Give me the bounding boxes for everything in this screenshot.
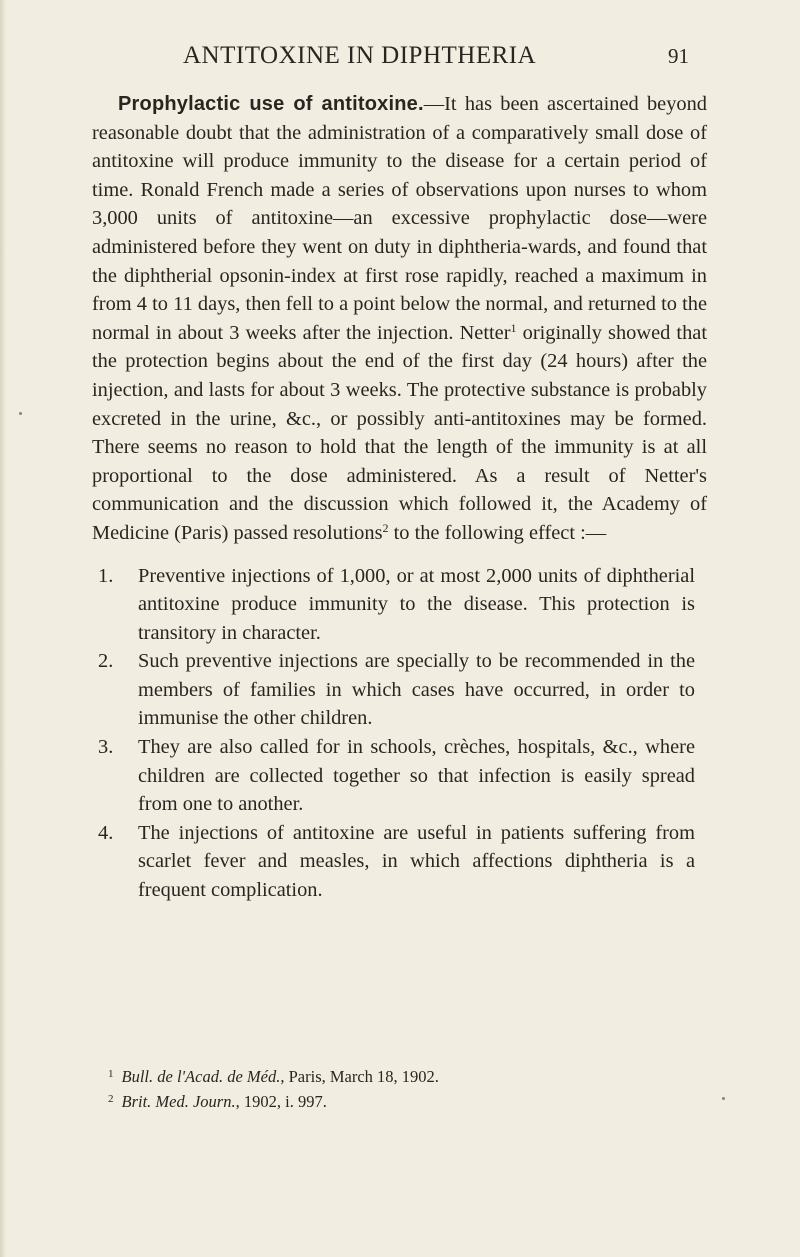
footnote-detail: , Paris, March 18, 1902. [280, 1067, 439, 1086]
footnotes [108, 1063, 668, 1113]
footnote-1 [108, 1063, 668, 1088]
footnote-ref-1: 1 [510, 320, 517, 335]
section-heading: Prophylactic use of antitoxine. [118, 93, 424, 115]
page-number: 91 [668, 44, 689, 68]
list-item-text: They are also called for in schools, crèches, hospitals, &c., where children are collected together so that infection is easily spread from one to another. [138, 736, 695, 816]
body-text [92, 90, 707, 905]
footnote-source: Brit. Med. Journ. [121, 1092, 236, 1111]
paragraph-text-part-1: —It has been ascertained beyond reasonable doubt that the administration of a comparatively small dose of antitoxine will produce immunity to the disease for a certain period of time. Ronald French made a series of observations upon nurses to whom 3,000 units of antitoxine—an excessive prophylactic dose—were administered before they went on duty in diphtheria-wards, and found that the diphtherial opsonin-index at first rose rapidly, reached a maximum in from 4 to 11 days, then fell to a point below the normal, and returned to the normal in about 3 weeks after the injection. Netter [92, 93, 707, 344]
footnote-ref-2: 2 [382, 520, 389, 535]
paragraph-text-part-3: to the following effect :— [388, 521, 607, 544]
running-head [0, 42, 800, 74]
list-item [92, 733, 707, 819]
list-item-text: Preventive injections of 1,000, or at most 2,000 units of diphtherial antitoxine produce immunity to the disease. This protection is transitory in character. [138, 564, 695, 644]
list-item-number: 2. [98, 650, 114, 673]
paragraph-text-part-2: originally showed that the protection begins about the end of the first day (24 hours) after the injection, and lasts for about 3 weeks. The protective substance is probably excreted in the urine, &c., or possibly anti-antitoxines may be formed. There seems no reason to hold that the length of the immunity is at all proportional to the dose administered. As a result of Netter's communication and the discussion which followed it, the Academy of Medicine (Paris) passed resolutions [92, 321, 707, 544]
main-paragraph [92, 90, 707, 548]
footnote-2 [108, 1088, 668, 1113]
list-item-number: 4. [98, 821, 114, 844]
list-item [92, 647, 707, 733]
footnote-mark: 2 [108, 1093, 114, 1105]
list-item-number: 3. [98, 736, 114, 759]
list-item [92, 562, 707, 648]
paper-speck [722, 1097, 725, 1100]
page-gutter-shadow [0, 0, 6, 1257]
list-item [92, 819, 707, 905]
resolutions-list [92, 562, 707, 905]
footnote-source: Bull. de l'Acad. de Méd. [121, 1067, 281, 1086]
list-item-text: Such preventive injections are specially to be recommended in the members of families in which cases have occurred, in order to immunise the other children. [138, 650, 695, 730]
paper-speck [19, 412, 22, 415]
list-item-number: 1. [98, 564, 114, 587]
running-head-title: ANTITOXINE IN DIPHTHERIA [183, 42, 537, 69]
footnote-detail: , 1902, i. 997. [235, 1092, 327, 1111]
list-item-text: The injections of antitoxine are useful in patients suffering from scarlet fever and measles, in which affections diphtheria is a frequent complication. [138, 821, 695, 902]
footnote-mark: 1 [108, 1068, 114, 1080]
